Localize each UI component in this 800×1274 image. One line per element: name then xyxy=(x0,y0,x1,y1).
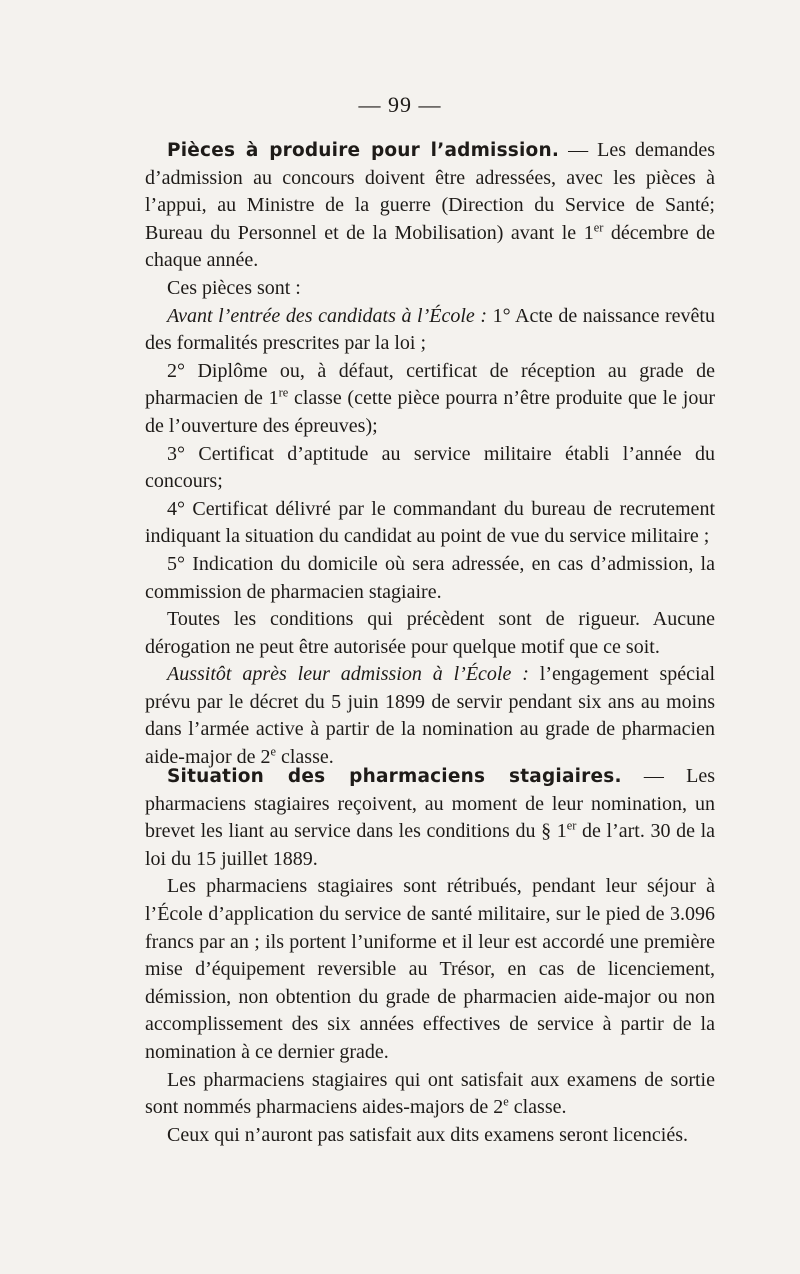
paragraph-licencies: Ceux qui n’auront pas satisfait aux dits examens seront licenciés. xyxy=(167,1123,688,1146)
paragraph-admission-intro: Pièces à produire pour l’admission. — Les demandes d’admission au concours doivent être adressées, avec les pièces à l’appui, au Ministre de la guerre (Direction du Service de Santé; Bureau du Personnel et de la Mobilisation) avant le 1er décembre de chaque année. xyxy=(145,139,715,272)
page-number: — 99 — xyxy=(358,92,442,117)
italic-label-avant: Avant l’entrée des candidats à l’École : xyxy=(167,304,487,327)
section-heading-admission: Pièces à produire pour l’admission. xyxy=(167,140,560,161)
section-situation xyxy=(145,763,715,1149)
paragraph-item-4: 4° Certificat délivré par le commandant du bureau de recrutement indiquant la situation du candidat au point de vue du service militaire ; xyxy=(145,497,715,548)
paragraph-sortie: Les pharmaciens stagiaires qui ont satisfait aux examens de sortie sont nommés pharmaciens aides-majors de 2e classe. xyxy=(145,1068,715,1119)
paragraph-situation-intro: Situation des pharmaciens stagiaires. — Les pharmaciens stagiaires reçoivent, au moment de leur nomination, un brevet les liant au service dans les conditions du § 1er de l’art. 30 de la loi du 15 juillet 1889. xyxy=(145,765,716,870)
section-admission xyxy=(145,137,715,772)
paragraph-rigueur: Toutes les conditions qui précèdent sont de rigueur. Aucune dérogation ne peut être autorisée pour quelque motif que ce soit. xyxy=(145,608,715,658)
paragraph-item-2: 2° Diplôme ou, à défaut, certificat de réception au grade de pharmacien de 1re classe (cette pièce pourra n’être produite que le jour de l’ouverture des épreuves); xyxy=(145,359,715,437)
italic-label-apres: Aussitôt après leur admission à l’École : xyxy=(167,663,529,686)
paragraph-item-3: 3° Certificat d’aptitude au service militaire établi l’année du concours; xyxy=(145,442,715,493)
paragraph-pieces-sont: Ces pièces sont : xyxy=(167,276,301,299)
paragraph-item-1: Avant l’entrée des candidats à l’École : 1° Acte de naissance revêtu des formalités prescrites par la loi ; xyxy=(145,304,715,355)
paragraph-apres-admission: Aussitôt après leur admission à l’École : l’engagement spécial prévu par le décret du 5 juin 1899 de servir pendant six ans au moins dans l’armée active à partir de la nomination au grade de pharmacien aide-major de 2e classe. xyxy=(145,663,716,769)
section-heading-situation: Situation des pharmaciens stagiaires. xyxy=(167,766,622,787)
paragraph-item-5: 5° Indication du domicile où sera adressée, en cas d’admission, la commission de pharmacien stagiaire. xyxy=(145,552,715,603)
paragraph-retribues: Les pharmaciens stagiaires sont rétribués, pendant leur séjour à l’École d’application du service de santé militaire, sur le pied de 3.096 francs par an ; ils portent l’uniforme et il leur est accordé une première mise d’équipement reversible au Trésor, en cas de licenciement, démission, non obtention du grade de pharmacien aide-major ou non accomplissement des six années effectives de service à partir de la nomination à ce dernier grade. xyxy=(145,875,715,1063)
